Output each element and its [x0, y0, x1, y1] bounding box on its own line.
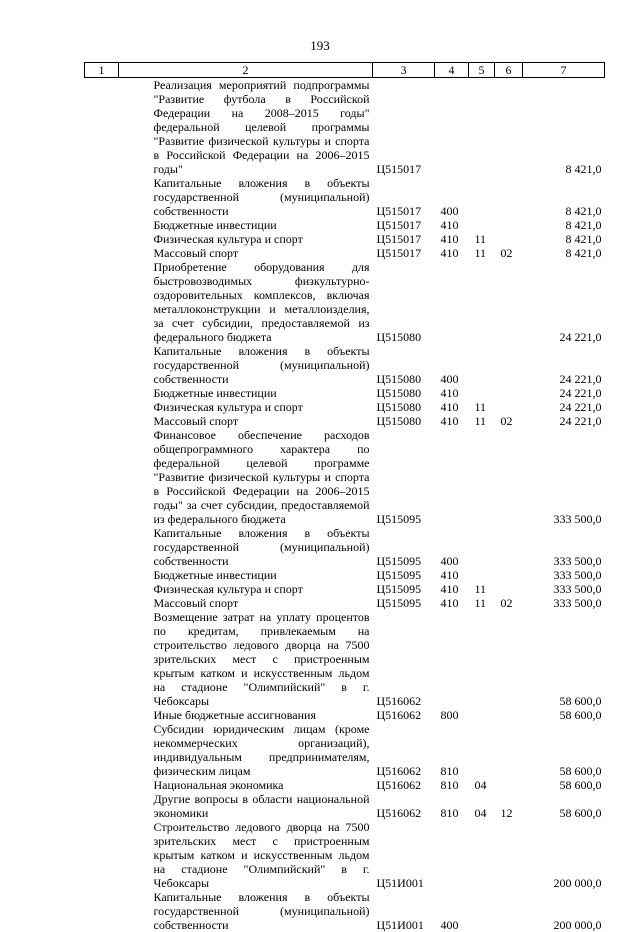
row-rz: 11: [469, 400, 495, 414]
row-vr: 400: [435, 890, 469, 932]
row-sum: 24 221,0: [523, 414, 605, 428]
row-name: [119, 218, 373, 232]
row-name: [119, 778, 373, 792]
row-sum: 58 600,0: [523, 708, 605, 722]
row-name-text: Капитальные вложения в объекты государственной (муниципальной) собственности: [154, 176, 370, 218]
table-row: [85, 246, 605, 260]
table-row: [85, 400, 605, 414]
table-row: [85, 218, 605, 232]
col-header-3: 3: [373, 63, 435, 78]
page-number: 193: [0, 38, 640, 53]
row-vr: 810: [435, 778, 469, 792]
row-sum: 24 221,0: [523, 400, 605, 414]
row-name: [119, 722, 373, 778]
row-pr: [495, 400, 523, 414]
row-name: [119, 582, 373, 596]
row-code: Ц515080: [373, 386, 435, 400]
row-code: Ц51И001: [373, 890, 435, 932]
row-rz: [469, 428, 495, 526]
row-pr: 02: [495, 596, 523, 610]
row-sum: 58 600,0: [523, 792, 605, 820]
row-sum: 8 421,0: [523, 78, 605, 177]
row-col1: [85, 610, 119, 708]
row-col1: [85, 428, 119, 526]
row-col1: [85, 344, 119, 386]
row-name-text: Приобретение оборудования для быстровозводимых физкультурно-оздоровительных комплексов, включая металлоконструкции и металлоизделия, за счет субсидии, предоставляемой из федерального бюджета: [154, 260, 370, 344]
row-vr: 410: [435, 232, 469, 246]
row-pr: [495, 344, 523, 386]
row-pr: [495, 582, 523, 596]
row-vr: [435, 610, 469, 708]
row-pr: [495, 260, 523, 344]
row-rz: [469, 344, 495, 386]
table-row: [85, 568, 605, 582]
row-rz: 04: [469, 778, 495, 792]
row-code: Ц515095: [373, 526, 435, 568]
row-code: Ц515095: [373, 568, 435, 582]
row-rz: [469, 820, 495, 890]
row-code: Ц515080: [373, 400, 435, 414]
row-name: [119, 610, 373, 708]
row-col1: [85, 260, 119, 344]
row-col1: [85, 582, 119, 596]
row-rz: [469, 568, 495, 582]
row-sum: 24 221,0: [523, 260, 605, 344]
row-vr: 810: [435, 722, 469, 778]
row-name-text: Бюджетные инвестиции: [154, 568, 370, 582]
row-sum: 58 600,0: [523, 722, 605, 778]
table-row: [85, 386, 605, 400]
row-rz: [469, 176, 495, 218]
row-vr: 410: [435, 568, 469, 582]
row-name-text: Массовый спорт: [154, 596, 370, 610]
row-name-text: Бюджетные инвестиции: [154, 386, 370, 400]
row-name: [119, 246, 373, 260]
row-sum: 24 221,0: [523, 386, 605, 400]
row-pr: [495, 778, 523, 792]
row-col1: [85, 218, 119, 232]
row-name: [119, 386, 373, 400]
budget-table: [84, 62, 605, 932]
row-code: Ц515095: [373, 582, 435, 596]
row-vr: 400: [435, 344, 469, 386]
row-code: Ц515017: [373, 232, 435, 246]
row-rz: [469, 386, 495, 400]
row-rz: 04: [469, 792, 495, 820]
row-sum: 200 000,0: [523, 820, 605, 890]
row-col1: [85, 722, 119, 778]
row-vr: 410: [435, 582, 469, 596]
row-vr: 410: [435, 246, 469, 260]
row-name-text: Финансовое обеспечение расходов общепрограммного характера по федеральной целевой программе "Развитие физической культуры и спорта в Российской Федерации на 2006–2015 годы" за счет субсидии, предоставляемой из федерального бюджета: [154, 428, 370, 526]
table-row: [85, 722, 605, 778]
row-vr: 800: [435, 708, 469, 722]
row-rz: 11: [469, 596, 495, 610]
row-name: [119, 890, 373, 932]
row-rz: [469, 526, 495, 568]
row-pr: [495, 78, 523, 177]
row-sum: 333 500,0: [523, 582, 605, 596]
row-rz: [469, 260, 495, 344]
row-code: Ц516062: [373, 778, 435, 792]
row-name: [119, 526, 373, 568]
row-name-text: Национальная экономика: [154, 778, 370, 792]
row-col1: [85, 820, 119, 890]
row-code: Ц51И001: [373, 820, 435, 890]
row-code: Ц515080: [373, 344, 435, 386]
row-name-text: Иные бюджетные ассигнования: [154, 708, 370, 722]
row-pr: [495, 820, 523, 890]
row-vr: 410: [435, 218, 469, 232]
row-rz: 11: [469, 246, 495, 260]
row-vr: [435, 78, 469, 177]
row-name-text: Физическая культура и спорт: [154, 582, 370, 596]
row-name-text: Физическая культура и спорт: [154, 400, 370, 414]
row-pr: [495, 568, 523, 582]
row-name-text: Капитальные вложения в объекты государственной (муниципальной) собственности: [154, 344, 370, 386]
row-pr: [495, 526, 523, 568]
row-code: Ц516062: [373, 722, 435, 778]
table-row: [85, 582, 605, 596]
row-name-text: Капитальные вложения в объекты государственной (муниципальной) собственности: [154, 526, 370, 568]
col-header-6: 6: [495, 63, 523, 78]
row-sum: 200 000,0: [523, 890, 605, 932]
row-name: [119, 344, 373, 386]
table-row: [85, 792, 605, 820]
row-rz: [469, 610, 495, 708]
row-name-text: Физическая культура и спорт: [154, 232, 370, 246]
row-name-text: Массовый спорт: [154, 414, 370, 428]
row-sum: 58 600,0: [523, 610, 605, 708]
row-name: [119, 708, 373, 722]
row-code: Ц515095: [373, 428, 435, 526]
row-vr: 400: [435, 526, 469, 568]
table-row: [85, 260, 605, 344]
row-vr: 410: [435, 386, 469, 400]
row-pr: [495, 890, 523, 932]
row-rz: 11: [469, 232, 495, 246]
row-rz: [469, 78, 495, 177]
row-rz: [469, 722, 495, 778]
col-header-7: 7: [523, 63, 605, 78]
row-sum: 333 500,0: [523, 568, 605, 582]
row-code: Ц515017: [373, 218, 435, 232]
row-pr: [495, 386, 523, 400]
row-pr: [495, 232, 523, 246]
col-header-4: 4: [435, 63, 469, 78]
row-pr: 12: [495, 792, 523, 820]
row-col1: [85, 708, 119, 722]
table-row: [85, 344, 605, 386]
row-pr: [495, 218, 523, 232]
row-name: [119, 78, 373, 177]
row-col1: [85, 386, 119, 400]
table-row: [85, 820, 605, 890]
row-name-text: Массовый спорт: [154, 246, 370, 260]
row-name-text: Строительство ледового дворца на 7500 зрительских мест с пристроенным крытым катком и искусственным льдом на стадионе "Олимпийский" в г. Чебоксары: [154, 820, 370, 890]
row-pr: 02: [495, 414, 523, 428]
row-code: Ц516062: [373, 792, 435, 820]
row-name: [119, 414, 373, 428]
table-row: [85, 778, 605, 792]
row-code: Ц515080: [373, 260, 435, 344]
row-rz: 11: [469, 582, 495, 596]
table-row: [85, 176, 605, 218]
table-row: [85, 414, 605, 428]
row-name: [119, 260, 373, 344]
row-pr: [495, 722, 523, 778]
row-code: Ц515017: [373, 246, 435, 260]
row-sum: 8 421,0: [523, 176, 605, 218]
col-header-1: 1: [85, 63, 119, 78]
row-vr: [435, 260, 469, 344]
row-pr: [495, 708, 523, 722]
row-col1: [85, 176, 119, 218]
row-code: Ц516062: [373, 610, 435, 708]
row-code: Ц515017: [373, 78, 435, 177]
row-col1: [85, 792, 119, 820]
row-code: Ц515080: [373, 414, 435, 428]
row-sum: 8 421,0: [523, 218, 605, 232]
row-code: Ц515095: [373, 596, 435, 610]
row-name: [119, 400, 373, 414]
row-col1: [85, 414, 119, 428]
table-body: [85, 78, 605, 932]
row-vr: 410: [435, 596, 469, 610]
col-header-2: 2: [119, 63, 373, 78]
row-sum: 8 421,0: [523, 232, 605, 246]
row-pr: 02: [495, 246, 523, 260]
row-rz: 11: [469, 414, 495, 428]
row-col1: [85, 596, 119, 610]
row-col1: [85, 778, 119, 792]
row-name: [119, 232, 373, 246]
col-header-5: 5: [469, 63, 495, 78]
row-col1: [85, 526, 119, 568]
table-row: [85, 890, 605, 932]
row-name-text: Бюджетные инвестиции: [154, 218, 370, 232]
row-sum: 8 421,0: [523, 246, 605, 260]
header-row: [85, 63, 605, 78]
table-row: [85, 428, 605, 526]
row-sum: 24 221,0: [523, 344, 605, 386]
row-name: [119, 792, 373, 820]
table-row: [85, 596, 605, 610]
row-sum: 333 500,0: [523, 526, 605, 568]
row-col1: [85, 78, 119, 177]
table-row: [85, 78, 605, 177]
row-name: [119, 428, 373, 526]
row-rz: [469, 890, 495, 932]
row-name: [119, 568, 373, 582]
row-pr: [495, 176, 523, 218]
row-code: Ц515017: [373, 176, 435, 218]
row-name-text: Реализация мероприятий подпрограммы "Развитие футбола в Российской Федерации на 2008–2015 годы" федеральной целевой программы "Развитие физической культуры и спорта в Российской Федерации на 2006–2015 годы": [154, 78, 370, 176]
row-pr: [495, 428, 523, 526]
row-sum: 333 500,0: [523, 428, 605, 526]
row-name-text: Другие вопросы в области национальной экономики: [154, 792, 370, 820]
row-name-text: Возмещение затрат на уплату процентов по кредитам, привлекаемым на строительство ледового дворца на 7500 зрительских мест с пристроенным крытым катком и искусственным льдом на стадионе "Олимпийский" в г. Чебоксары: [154, 610, 370, 708]
row-code: Ц516062: [373, 708, 435, 722]
row-vr: [435, 428, 469, 526]
row-vr: 410: [435, 400, 469, 414]
row-name: [119, 176, 373, 218]
row-sum: 333 500,0: [523, 596, 605, 610]
row-rz: [469, 708, 495, 722]
row-col1: [85, 246, 119, 260]
row-vr: 410: [435, 414, 469, 428]
row-col1: [85, 232, 119, 246]
row-rz: [469, 218, 495, 232]
row-name-text: Капитальные вложения в объекты государственной (муниципальной) собственности: [154, 890, 370, 932]
row-sum: 58 600,0: [523, 778, 605, 792]
row-vr: 400: [435, 176, 469, 218]
row-pr: [495, 610, 523, 708]
table-row: [85, 708, 605, 722]
table-row: [85, 610, 605, 708]
row-name-text: Субсидии юридическим лицам (кроме некоммерческих организаций), индивидуальным предпринимателям, физическим лицам: [154, 722, 370, 778]
row-vr: 810: [435, 792, 469, 820]
row-col1: [85, 890, 119, 932]
row-col1: [85, 400, 119, 414]
row-vr: [435, 820, 469, 890]
row-name: [119, 596, 373, 610]
row-col1: [85, 568, 119, 582]
row-name: [119, 820, 373, 890]
table-row: [85, 526, 605, 568]
table-row: [85, 232, 605, 246]
